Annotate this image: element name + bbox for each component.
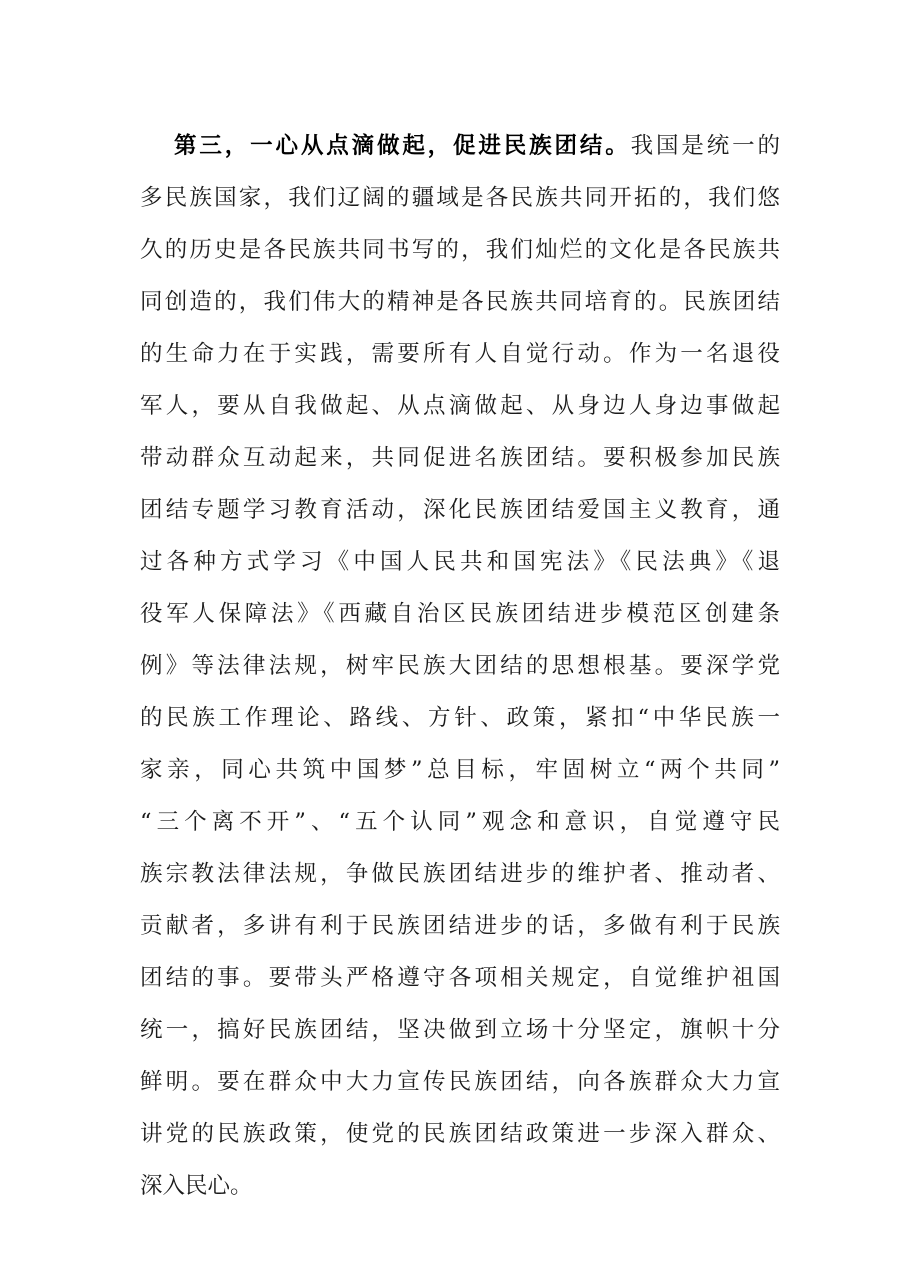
line-text: 过各种方式学习《中国人民共和国宪法》《民法典》《退 — [140, 549, 780, 575]
line-text: 团结的事。要带头严格遵守各项相关规定，自觉维护祖国 — [140, 965, 780, 991]
paragraph-line — [140, 588, 780, 640]
paragraph-line — [140, 1056, 780, 1108]
line-text: 团结专题学习教育活动，深化民族团结爱国主义教育，通 — [140, 497, 780, 523]
line-text: 鲜明。要在群众中大力宣传民族团结，向各族群众大力宣 — [140, 1069, 780, 1095]
line-text: 的民族工作理论、路线、方针、政策，紧扣“中华民族一 — [140, 705, 780, 731]
paragraph-line — [140, 172, 780, 224]
paragraph-heading: 第三，一心从点滴做起，促进民族团结。 — [174, 133, 631, 159]
line-text: 带动群众互动起来，共同促进名族团结。要积极参加民族 — [140, 445, 780, 471]
line-text: 同创造的，我们伟大的精神是各民族共同培育的。民族团结 — [140, 289, 780, 315]
paragraph-line — [140, 380, 780, 432]
paragraph-line — [140, 692, 780, 744]
line-text: 贡献者，多讲有利于民族团结进步的话，多做有利于民族 — [140, 913, 780, 939]
line-text: 的生命力在于实践，需要所有人自觉行动。作为一名退役 — [140, 341, 780, 367]
line-text: 军人，要从自我做起、从点滴做起、从身边人身边事做起 — [140, 393, 780, 419]
paragraph-line — [140, 484, 780, 536]
paragraph-line — [140, 640, 780, 692]
paragraph-line — [140, 120, 780, 172]
paragraph-line — [140, 848, 780, 900]
line-text: 多民族国家，我们辽阔的疆域是各民族共同开拓的，我们悠 — [140, 185, 780, 211]
paragraph-line — [140, 328, 780, 380]
paragraph-line — [140, 536, 780, 588]
line-text: “三个离不开”、“五个认同”观念和意识，自觉遵守民 — [140, 809, 780, 835]
line-text: 我国是统一的 — [630, 133, 780, 159]
line-text: 家亲，同心共筑中国梦”总目标，牢固树立“两个共同” — [140, 757, 780, 783]
paragraph-line — [140, 276, 780, 328]
paragraph-line — [140, 1108, 780, 1160]
line-text: 深入民心。 — [140, 1173, 253, 1199]
line-text: 役军人保障法》《西藏自治区民族团结进步模范区创建条 — [140, 601, 780, 627]
paragraph-line — [140, 744, 780, 796]
paragraph-line — [140, 952, 780, 1004]
line-text: 族宗教法律法规，争做民族团结进步的维护者、推动者、 — [140, 861, 780, 887]
paragraph-line — [140, 1160, 780, 1212]
line-text: 例》等法律法规，树牢民族大团结的思想根基。要深学党 — [140, 653, 780, 679]
paragraph — [140, 120, 780, 1212]
line-text: 统一，搞好民族团结，坚决做到立场十分坚定，旗帜十分 — [140, 1017, 780, 1043]
paragraph-line — [140, 796, 780, 848]
paragraph-line — [140, 900, 780, 952]
paragraph-line — [140, 432, 780, 484]
paragraph-line — [140, 224, 780, 276]
line-text: 讲党的民族政策，使党的民族团结政策进一步深入群众、 — [140, 1121, 780, 1147]
line-text: 久的历史是各民族共同书写的，我们灿烂的文化是各民族共 — [140, 237, 780, 263]
paragraph-line — [140, 1004, 780, 1056]
